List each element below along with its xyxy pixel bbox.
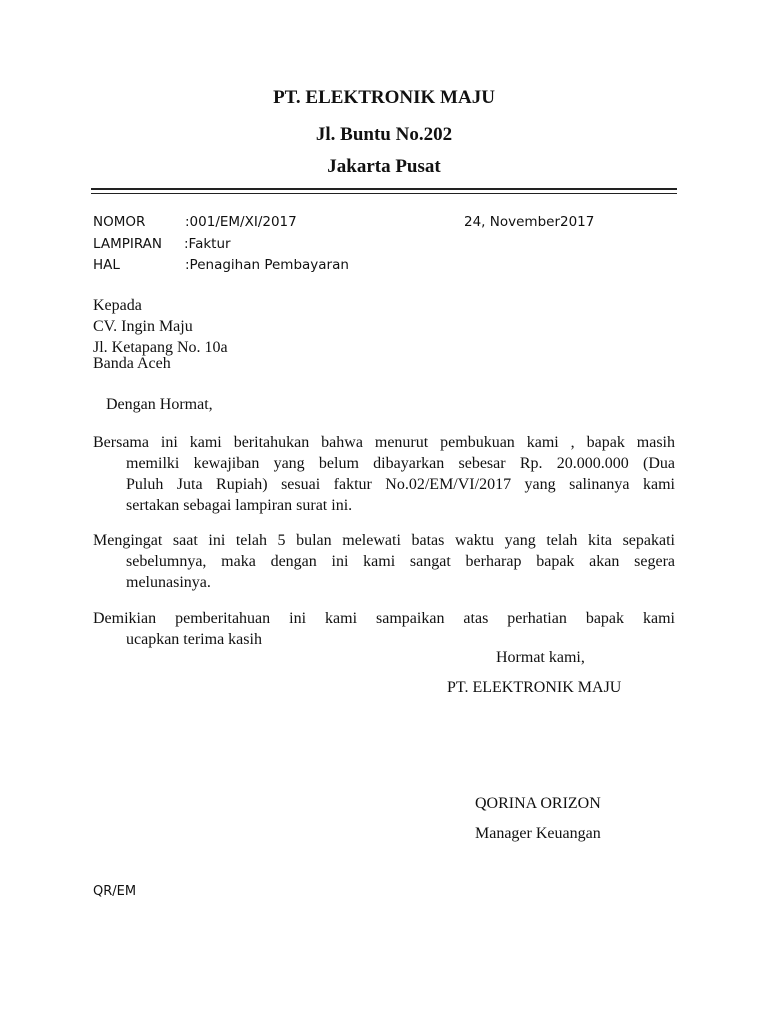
greeting: Dengan Hormat, bbox=[106, 396, 213, 413]
recipient-city: Banda Aceh bbox=[93, 355, 171, 372]
signer-title: Manager Keuangan bbox=[475, 825, 601, 842]
body-paragraph-1 bbox=[93, 432, 675, 516]
letterhead-rule-thick bbox=[91, 188, 677, 190]
recipient-name: CV. Ingin Maju bbox=[93, 318, 193, 335]
paragraph-line: memilki kewajiban yang belum dibayarkan sebesar Rp. 20.000.000 (Dua bbox=[126, 455, 675, 472]
letter-date: 24, November2017 bbox=[464, 214, 595, 230]
recipient-to: Kepada bbox=[93, 297, 142, 314]
paragraph-line: Puluh Juta Rupiah) sesuai faktur No.02/EM/VI/2017 yang salinanya kami bbox=[126, 476, 675, 493]
paragraph-line: Bersama ini kami beritahukan bahwa menurut pembukuan kami , bapak masih bbox=[93, 434, 675, 451]
company-street: Jl. Buntu No.202 bbox=[315, 124, 453, 145]
body-paragraph-2 bbox=[93, 530, 675, 593]
closing-company: PT. ELEKTRONIK MAJU bbox=[447, 679, 622, 696]
paragraph-line: melunasinya. bbox=[126, 574, 211, 591]
body-paragraph-3 bbox=[93, 608, 675, 650]
nomor-label: NOMOR bbox=[93, 214, 146, 230]
paragraph-line: sertakan sebagai lampiran surat ini. bbox=[126, 497, 353, 514]
paragraph-line: Mengingat saat ini telah 5 bulan melewati batas waktu yang telah kita sepakati bbox=[93, 532, 675, 549]
hal-value: :Penagihan Pembayaran bbox=[185, 257, 349, 273]
reference-initials: QR/EM bbox=[93, 884, 137, 899]
signer-name: QORINA ORIZON bbox=[475, 795, 601, 812]
closing-salutation: Hormat kami, bbox=[496, 649, 585, 666]
company-city: Jakarta Pusat bbox=[327, 156, 441, 177]
lampiran-label: LAMPIRAN bbox=[93, 236, 163, 252]
company-name: PT. ELEKTRONIK MAJU bbox=[273, 87, 495, 108]
hal-label: HAL bbox=[93, 257, 120, 273]
paragraph-line: sebelumnya, maka dengan ini kami sangat berharap bapak akan segera bbox=[126, 553, 675, 570]
paragraph-line: ucapkan terima kasih bbox=[126, 631, 262, 648]
paragraph-line: Demikian pemberitahuan ini kami sampaikan atas perhatian bapak kami bbox=[93, 610, 675, 627]
letterhead-rule-thin bbox=[91, 193, 677, 194]
nomor-value: :001/EM/XI/2017 bbox=[185, 214, 297, 230]
lampiran-value: :Faktur bbox=[184, 236, 231, 252]
recipient-address: Jl. Ketapang No. 10a bbox=[93, 339, 228, 356]
